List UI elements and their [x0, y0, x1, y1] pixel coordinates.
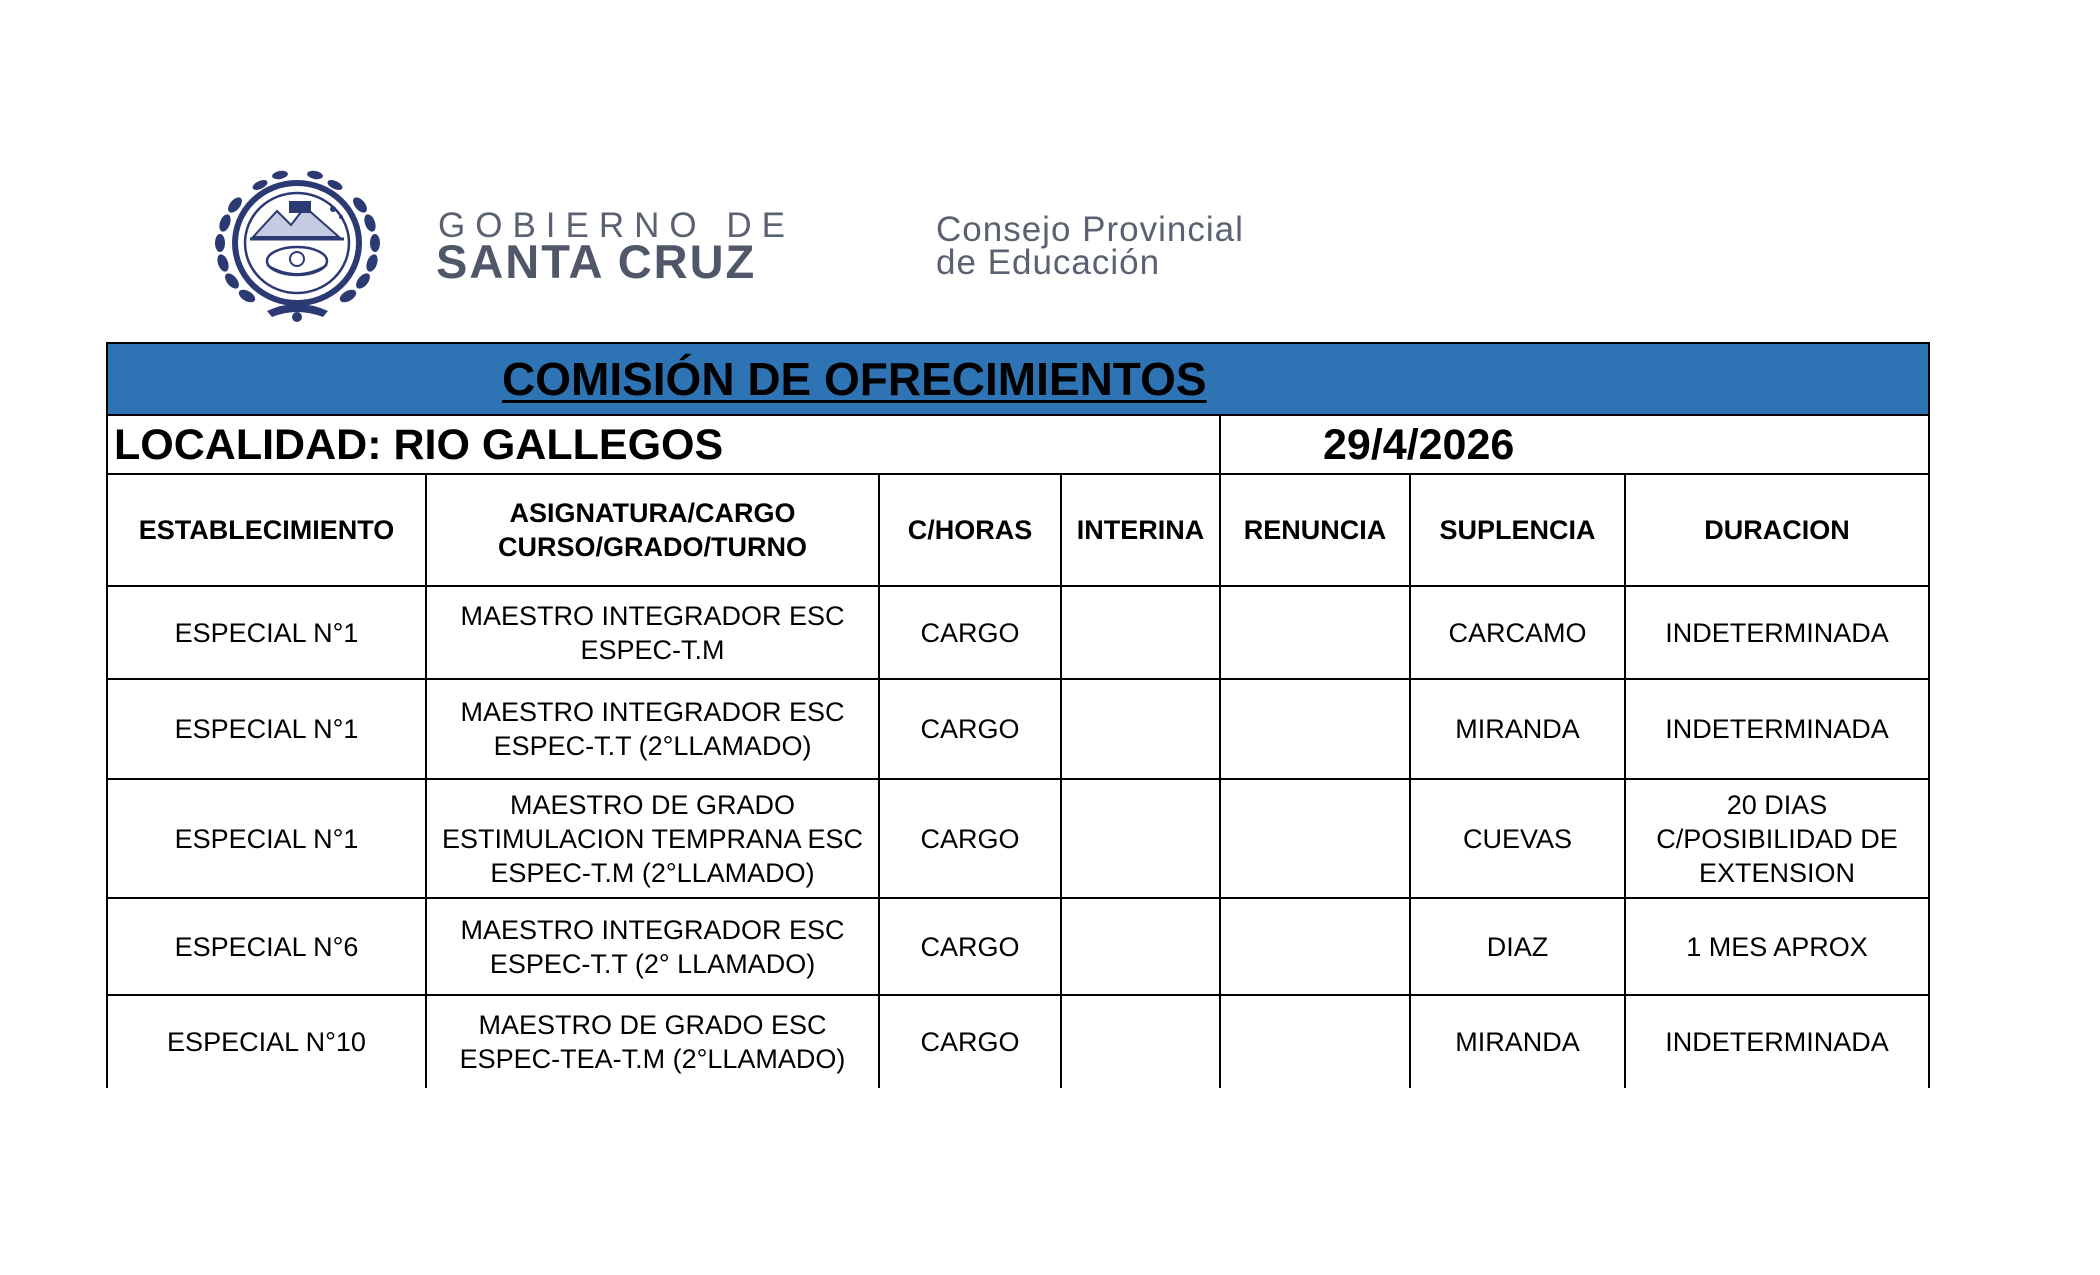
- cell-asignatura: [426, 898, 879, 995]
- cell-duracion: [1625, 779, 1929, 898]
- cell-duracion-line: 20 DIAS: [1726, 789, 1828, 820]
- cell-duracion-line: INDETERMINADA: [1665, 617, 1889, 648]
- council-logo-line2: de Educación: [936, 243, 1161, 282]
- header-establecimiento: ESTABLECIMIENTO: [107, 474, 426, 586]
- cell-interina: [1061, 679, 1220, 779]
- cell-renuncia: [1220, 779, 1410, 898]
- column-header-row: [107, 474, 1929, 586]
- cell-duracion-line: C/POSIBILIDAD DE: [1656, 823, 1898, 854]
- date-cell: 29/4/2026: [1220, 415, 1929, 474]
- cell-asignatura-line: ESPEC-T.M (2°LLAMADO): [490, 857, 815, 888]
- cell-establecimiento: ESPECIAL N°6: [107, 898, 426, 995]
- cell-renuncia: [1220, 995, 1410, 1088]
- cell-interina: [1061, 898, 1220, 995]
- document-header: [0, 0, 2100, 340]
- cell-establecimiento: ESPECIAL N°10: [107, 995, 426, 1088]
- cell-asignatura-line: MAESTRO INTEGRADOR ESC: [460, 914, 845, 945]
- cell-suplencia: MIRANDA: [1410, 679, 1625, 779]
- cell-interina: [1061, 995, 1220, 1088]
- cell-duracion: [1625, 679, 1929, 779]
- offerings-sheet: [106, 342, 1928, 1088]
- header-asignatura: [426, 474, 879, 586]
- cell-duracion: [1625, 995, 1929, 1088]
- cell-asignatura: [426, 995, 879, 1088]
- cell-choras: CARGO: [879, 779, 1061, 898]
- cell-asignatura-line: ESPEC-TEA-T.M (2°LLAMADO): [459, 1044, 846, 1074]
- cell-asignatura-line: MAESTRO INTEGRADOR ESC: [460, 600, 845, 631]
- table-row: [107, 898, 1929, 995]
- cell-interina: [1061, 586, 1220, 679]
- cell-choras: CARGO: [879, 898, 1061, 995]
- cell-duracion-line: EXTENSION: [1698, 857, 1856, 888]
- header-choras: C/HORAS: [879, 474, 1061, 586]
- council-logo-line1: Consejo Provincial: [936, 210, 1244, 249]
- cell-establecimiento: ESPECIAL N°1: [107, 679, 426, 779]
- locality-row: [107, 415, 1929, 474]
- header-interina: INTERINA: [1061, 474, 1220, 586]
- cell-asignatura-line: ESPEC-T.M: [580, 634, 725, 665]
- cell-duracion: [1625, 898, 1929, 995]
- title-row: [107, 343, 1929, 415]
- cell-asignatura-line: MAESTRO DE GRADO: [509, 789, 796, 820]
- government-logo-line1: GOBIERNO DE: [438, 206, 795, 245]
- cell-asignatura-line: ESPEC-T.T (2° LLAMADO): [489, 948, 816, 979]
- cell-asignatura-line: ESTIMULACION TEMPRANA ESC: [441, 823, 864, 854]
- cell-choras: CARGO: [879, 679, 1061, 779]
- cell-duracion-line: 1 MES APROX: [1686, 931, 1868, 962]
- sheet-title: COMISIÓN DE OFRECIMIENTOS: [502, 353, 1207, 405]
- cell-renuncia: [1220, 586, 1410, 679]
- table-row: [107, 779, 1929, 898]
- cell-renuncia: [1220, 898, 1410, 995]
- title-cell: [107, 343, 1929, 415]
- cell-renuncia: [1220, 679, 1410, 779]
- header-asignatura-line2: CURSO/GRADO/TURNO: [498, 532, 807, 562]
- header-suplencia: SUPLENCIA: [1410, 474, 1625, 586]
- header-asignatura-line1: ASIGNATURA/CARGO: [509, 498, 796, 528]
- cell-interina: [1061, 779, 1220, 898]
- cell-asignatura: [426, 586, 879, 679]
- locality-cell: LOCALIDAD: RIO GALLEGOS: [107, 415, 1220, 474]
- cell-asignatura-line: MAESTRO INTEGRADOR ESC: [460, 697, 845, 727]
- cell-suplencia: CUEVAS: [1410, 779, 1625, 898]
- cell-asignatura: [426, 779, 879, 898]
- header-renuncia: RENUNCIA: [1220, 474, 1410, 586]
- table-row: [107, 995, 1929, 1088]
- government-logo-line2: SANTA CRUZ: [436, 235, 757, 288]
- cell-asignatura-line: ESPEC-T.T (2°LLAMADO): [493, 731, 812, 761]
- cell-establecimiento: ESPECIAL N°1: [107, 779, 426, 898]
- cell-choras: CARGO: [879, 995, 1061, 1088]
- cell-suplencia: CARCAMO: [1410, 586, 1625, 679]
- cell-establecimiento: ESPECIAL N°1: [107, 586, 426, 679]
- offerings-table: [106, 342, 1930, 1088]
- cell-choras: CARGO: [879, 586, 1061, 679]
- table-row: [107, 586, 1929, 679]
- cell-duracion-line: INDETERMINADA: [1665, 714, 1889, 744]
- cell-asignatura: [426, 679, 879, 779]
- cell-duracion: [1625, 586, 1929, 679]
- cell-asignatura-line: MAESTRO DE GRADO ESC: [478, 1010, 827, 1040]
- table-row: [107, 679, 1929, 779]
- santa-cruz-seal-icon: [205, 165, 390, 325]
- cell-suplencia: MIRANDA: [1410, 995, 1625, 1088]
- cell-suplencia: DIAZ: [1410, 898, 1625, 995]
- header-duracion: DURACION: [1625, 474, 1929, 586]
- cell-duracion-line: INDETERMINADA: [1665, 1027, 1889, 1057]
